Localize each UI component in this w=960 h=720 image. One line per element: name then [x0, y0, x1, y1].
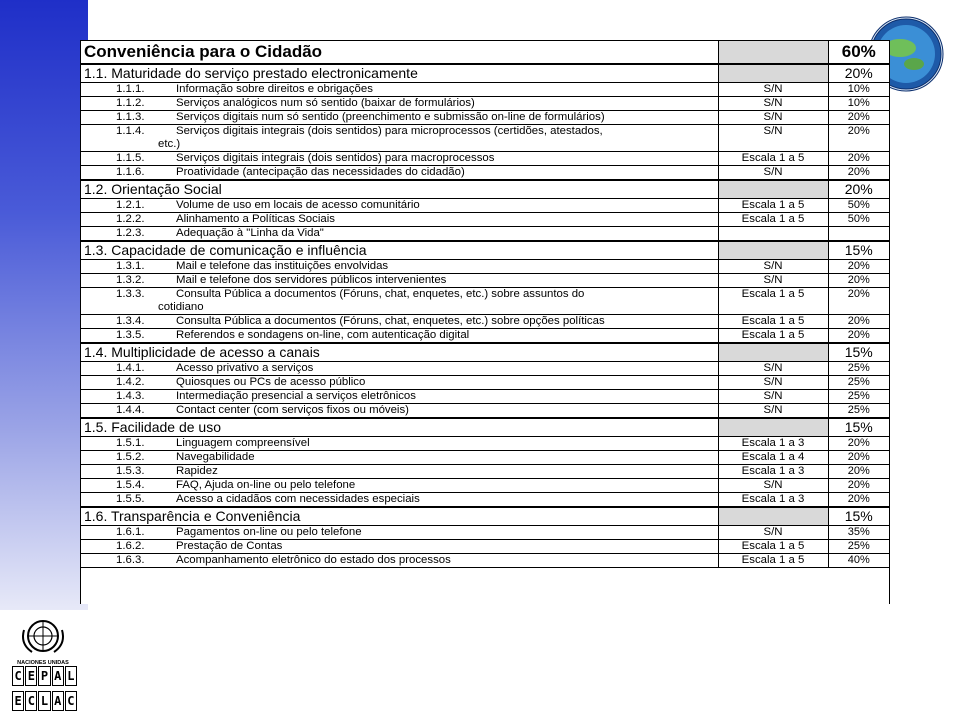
item-description-cell — [81, 111, 718, 125]
item-weight: 35% — [828, 526, 889, 540]
item-weight: 20% — [828, 288, 889, 315]
section-weight: 20% — [828, 64, 889, 83]
item-number: 1.5.4. — [116, 479, 145, 491]
item-weight: 20% — [828, 125, 889, 152]
item-weight: 20% — [828, 493, 889, 508]
item-response-scale: Escala 1 a 5 — [718, 554, 828, 568]
item-description: Acesso a cidadãos com necessidades especiais — [176, 493, 420, 505]
table-row — [81, 125, 889, 152]
table-row — [81, 260, 889, 274]
logo-letter: L — [38, 691, 50, 711]
item-description-cell — [81, 362, 718, 376]
item-weight: 20% — [828, 451, 889, 465]
item-weight: 20% — [828, 479, 889, 493]
item-description: Proatividade (antecipação das necessidades do cidadão) — [176, 166, 465, 178]
item-description-cell — [81, 329, 718, 344]
item-weight: 25% — [828, 540, 889, 554]
un-caption: NACIONES UNIDAS — [17, 660, 69, 666]
item-description: Prestação de Contas — [176, 540, 283, 552]
item-weight: 20% — [828, 465, 889, 479]
un-emblem-icon — [10, 616, 76, 668]
item-response-scale: S/N — [718, 479, 828, 493]
item-description-cell — [81, 465, 718, 479]
item-description: Acesso privativo a serviços — [176, 362, 314, 374]
indicator-table — [81, 41, 889, 568]
item-response-scale: S/N — [718, 404, 828, 419]
item-weight: 50% — [828, 199, 889, 213]
item-number: 1.4.4. — [116, 404, 145, 416]
item-number: 1.6.3. — [116, 554, 145, 566]
item-number: 1.1.5. — [116, 152, 145, 164]
item-description-cell — [81, 125, 718, 152]
item-response-scale: S/N — [718, 526, 828, 540]
item-description: Referendos e sondagens on-line, com autenticação digital — [176, 329, 470, 341]
item-response-scale: Escala 1 a 5 — [718, 199, 828, 213]
logo-letter: A — [52, 691, 64, 711]
section-weight: 15% — [828, 507, 889, 526]
item-description-cell — [81, 493, 718, 508]
table-row — [81, 493, 889, 508]
section-label: 1.1. Maturidade do serviço prestado electronicamente — [81, 64, 718, 83]
section-weight: 20% — [828, 180, 889, 199]
item-response-scale: S/N — [718, 260, 828, 274]
table-row — [81, 83, 889, 97]
item-number: 1.1.3. — [116, 111, 145, 123]
item-description: Rapidez — [176, 465, 218, 477]
table-row — [81, 376, 889, 390]
item-number: 1.1.4. — [116, 125, 145, 137]
section-label: 1.6. Transparência e Conveniência — [81, 507, 718, 526]
item-weight: 40% — [828, 554, 889, 568]
left-gradient-bar — [0, 0, 88, 610]
section-weight: 15% — [828, 343, 889, 362]
item-description: Quiosques ou PCs de acesso público — [176, 376, 366, 388]
item-number: 1.2.3. — [116, 227, 145, 239]
item-description-continued: cotidiano — [158, 301, 204, 313]
item-weight: 25% — [828, 376, 889, 390]
item-description-cell — [81, 554, 718, 568]
item-response-scale: S/N — [718, 274, 828, 288]
item-description: FAQ, Ajuda on-line ou pelo telefone — [176, 479, 356, 491]
item-description: Acompanhamento eletrônico do estado dos processos — [176, 554, 451, 566]
title-response-cell — [718, 41, 828, 64]
item-description: Serviços analógicos num só sentido (baixar de formulários) — [176, 97, 475, 109]
logo-letter: C — [65, 691, 77, 711]
table-row — [81, 97, 889, 111]
item-description: Mail e telefone das instituições envolvidas — [176, 260, 389, 272]
table-row — [81, 315, 889, 329]
logo-letter: E — [25, 666, 37, 686]
item-number: 1.6.2. — [116, 540, 145, 552]
section-header-row — [81, 418, 889, 437]
item-description-cell — [81, 479, 718, 493]
item-response-scale: Escala 1 a 5 — [718, 329, 828, 344]
section-header-row — [81, 64, 889, 83]
item-number: 1.5.5. — [116, 493, 145, 505]
item-description: Volume de uso em locais de acesso comunitário — [176, 199, 420, 211]
item-description-cell — [81, 274, 718, 288]
table-row — [81, 152, 889, 166]
item-weight: 20% — [828, 152, 889, 166]
item-number: 1.4.1. — [116, 362, 145, 374]
item-weight: 20% — [828, 274, 889, 288]
item-response-scale: S/N — [718, 362, 828, 376]
item-description-cell — [81, 166, 718, 181]
item-description-cell — [81, 83, 718, 97]
item-description: Navegabilidade — [176, 451, 255, 463]
table-title-row — [81, 41, 889, 64]
item-response-scale: Escala 1 a 5 — [718, 540, 828, 554]
item-description-cell — [81, 526, 718, 540]
item-description-cell — [81, 390, 718, 404]
logo-letter: L — [65, 666, 77, 686]
item-description: Serviços digitais num só sentido (preenchimento e submissão on-line de formulários) — [176, 111, 605, 123]
item-description-cell — [81, 97, 718, 111]
table-row — [81, 199, 889, 213]
item-description: Intermediação presencial a serviços eletrônicos — [176, 390, 416, 402]
section-label: 1.4. Multiplicidade de acesso a canais — [81, 343, 718, 362]
item-description: Consulta Pública a documentos (Fóruns, chat, enquetes, etc.) sobre assuntos do — [176, 288, 585, 300]
item-response-scale: Escala 1 a 5 — [718, 315, 828, 329]
item-number: 1.5.3. — [116, 465, 145, 477]
cepal-row — [12, 666, 78, 688]
item-response-scale: Escala 1 a 5 — [718, 288, 828, 315]
indicator-table-document — [80, 40, 890, 604]
item-number: 1.3.2. — [116, 274, 145, 286]
item-weight: 20% — [828, 260, 889, 274]
item-response-scale — [718, 227, 828, 242]
table-row — [81, 451, 889, 465]
item-description: Pagamentos on-line ou pelo telefone — [176, 526, 362, 538]
table-row — [81, 479, 889, 493]
item-weight: 50% — [828, 213, 889, 227]
item-response-scale: Escala 1 a 5 — [718, 213, 828, 227]
table-row — [81, 437, 889, 451]
section-header-row — [81, 180, 889, 199]
item-description-continued: etc.) — [158, 138, 181, 150]
table-title: Conveniência para o Cidadão — [81, 41, 718, 64]
item-response-scale: S/N — [718, 97, 828, 111]
item-response-scale: S/N — [718, 166, 828, 181]
item-description-cell — [81, 288, 718, 315]
table-row — [81, 111, 889, 125]
section-label: 1.3. Capacidade de comunicação e influência — [81, 241, 718, 260]
section-response-cell — [718, 64, 828, 83]
logo-letter: C — [25, 691, 37, 711]
logo-letter: P — [38, 666, 50, 686]
section-response-cell — [718, 180, 828, 199]
section-label: 1.5. Facilidade de uso — [81, 418, 718, 437]
table-row — [81, 274, 889, 288]
item-number: 1.1.2. — [116, 97, 145, 109]
item-weight — [828, 227, 889, 242]
item-description: Alinhamento a Políticas Sociais — [176, 213, 335, 225]
table-row — [81, 465, 889, 479]
table-row — [81, 227, 889, 242]
title-weight: 60% — [828, 41, 889, 64]
section-response-cell — [718, 418, 828, 437]
table-row — [81, 404, 889, 419]
item-response-scale: S/N — [718, 376, 828, 390]
table-row — [81, 526, 889, 540]
item-number: 1.1.1. — [116, 83, 145, 95]
item-number: 1.5.2. — [116, 451, 145, 463]
item-description-cell — [81, 315, 718, 329]
item-response-scale: Escala 1 a 5 — [718, 152, 828, 166]
logo-letter: C — [12, 666, 24, 686]
section-response-cell — [718, 343, 828, 362]
item-response-scale: Escala 1 a 3 — [718, 437, 828, 451]
table-row — [81, 166, 889, 181]
item-description-cell — [81, 540, 718, 554]
item-number: 1.3.3. — [116, 288, 145, 300]
item-number: 1.2.2. — [116, 213, 145, 225]
item-number: 1.3.4. — [116, 315, 145, 327]
section-header-row — [81, 507, 889, 526]
table-row — [81, 540, 889, 554]
item-response-scale: S/N — [718, 111, 828, 125]
section-response-cell — [718, 241, 828, 260]
item-weight: 20% — [828, 166, 889, 181]
indicator-table-body — [81, 41, 889, 568]
item-weight: 10% — [828, 83, 889, 97]
item-description-cell — [81, 404, 718, 419]
item-number: 1.3.1. — [116, 260, 145, 272]
item-description-cell — [81, 199, 718, 213]
item-response-scale: S/N — [718, 83, 828, 97]
item-number: 1.4.3. — [116, 390, 145, 402]
item-description-cell — [81, 437, 718, 451]
item-description-cell — [81, 227, 718, 242]
item-description: Contact center (com serviços fixos ou móveis) — [176, 404, 409, 416]
item-response-scale: Escala 1 a 4 — [718, 451, 828, 465]
section-label: 1.2. Orientação Social — [81, 180, 718, 199]
item-description: Informação sobre direitos e obrigações — [176, 83, 373, 95]
item-description: Linguagem compreensível — [176, 437, 310, 449]
item-weight: 25% — [828, 390, 889, 404]
item-weight: 20% — [828, 315, 889, 329]
item-description: Serviços digitais integrais (dois sentidos) para microprocessos (certidões, atestados, — [176, 125, 603, 137]
logo-letter: A — [52, 666, 64, 686]
eclac-row — [12, 691, 78, 713]
table-row — [81, 390, 889, 404]
item-number: 1.4.2. — [116, 376, 145, 388]
item-number: 1.5.1. — [116, 437, 145, 449]
section-header-row — [81, 241, 889, 260]
item-weight: 20% — [828, 111, 889, 125]
table-row — [81, 362, 889, 376]
item-description: Adequação à "Linha da Vida" — [176, 227, 324, 239]
item-description-cell — [81, 376, 718, 390]
section-response-cell — [718, 507, 828, 526]
item-response-scale: Escala 1 a 3 — [718, 465, 828, 479]
section-weight: 15% — [828, 418, 889, 437]
table-row — [81, 329, 889, 344]
item-weight: 25% — [828, 404, 889, 419]
table-row — [81, 213, 889, 227]
table-row — [81, 288, 889, 315]
item-description-cell — [81, 451, 718, 465]
item-weight: 25% — [828, 362, 889, 376]
item-description: Serviços digitais integrais (dois sentidos) para macroprocessos — [176, 152, 495, 164]
logo-letter: E — [12, 691, 24, 711]
item-weight: 20% — [828, 437, 889, 451]
section-weight: 15% — [828, 241, 889, 260]
item-description-cell — [81, 260, 718, 274]
item-weight: 10% — [828, 97, 889, 111]
item-number: 1.6.1. — [116, 526, 145, 538]
table-row — [81, 554, 889, 568]
item-description-cell — [81, 213, 718, 227]
item-response-scale: S/N — [718, 390, 828, 404]
item-description: Mail e telefone dos servidores públicos intervenientes — [176, 274, 447, 286]
item-response-scale: S/N — [718, 125, 828, 152]
item-number: 1.2.1. — [116, 199, 145, 211]
item-number: 1.1.6. — [116, 166, 145, 178]
section-header-row — [81, 343, 889, 362]
item-description: Consulta Pública a documentos (Fóruns, chat, enquetes, etc.) sobre opções políticas — [176, 315, 605, 327]
item-number: 1.3.5. — [116, 329, 145, 341]
item-response-scale: Escala 1 a 3 — [718, 493, 828, 508]
item-description-cell — [81, 152, 718, 166]
item-weight: 20% — [828, 329, 889, 344]
cepal-eclac-logo — [12, 666, 78, 714]
